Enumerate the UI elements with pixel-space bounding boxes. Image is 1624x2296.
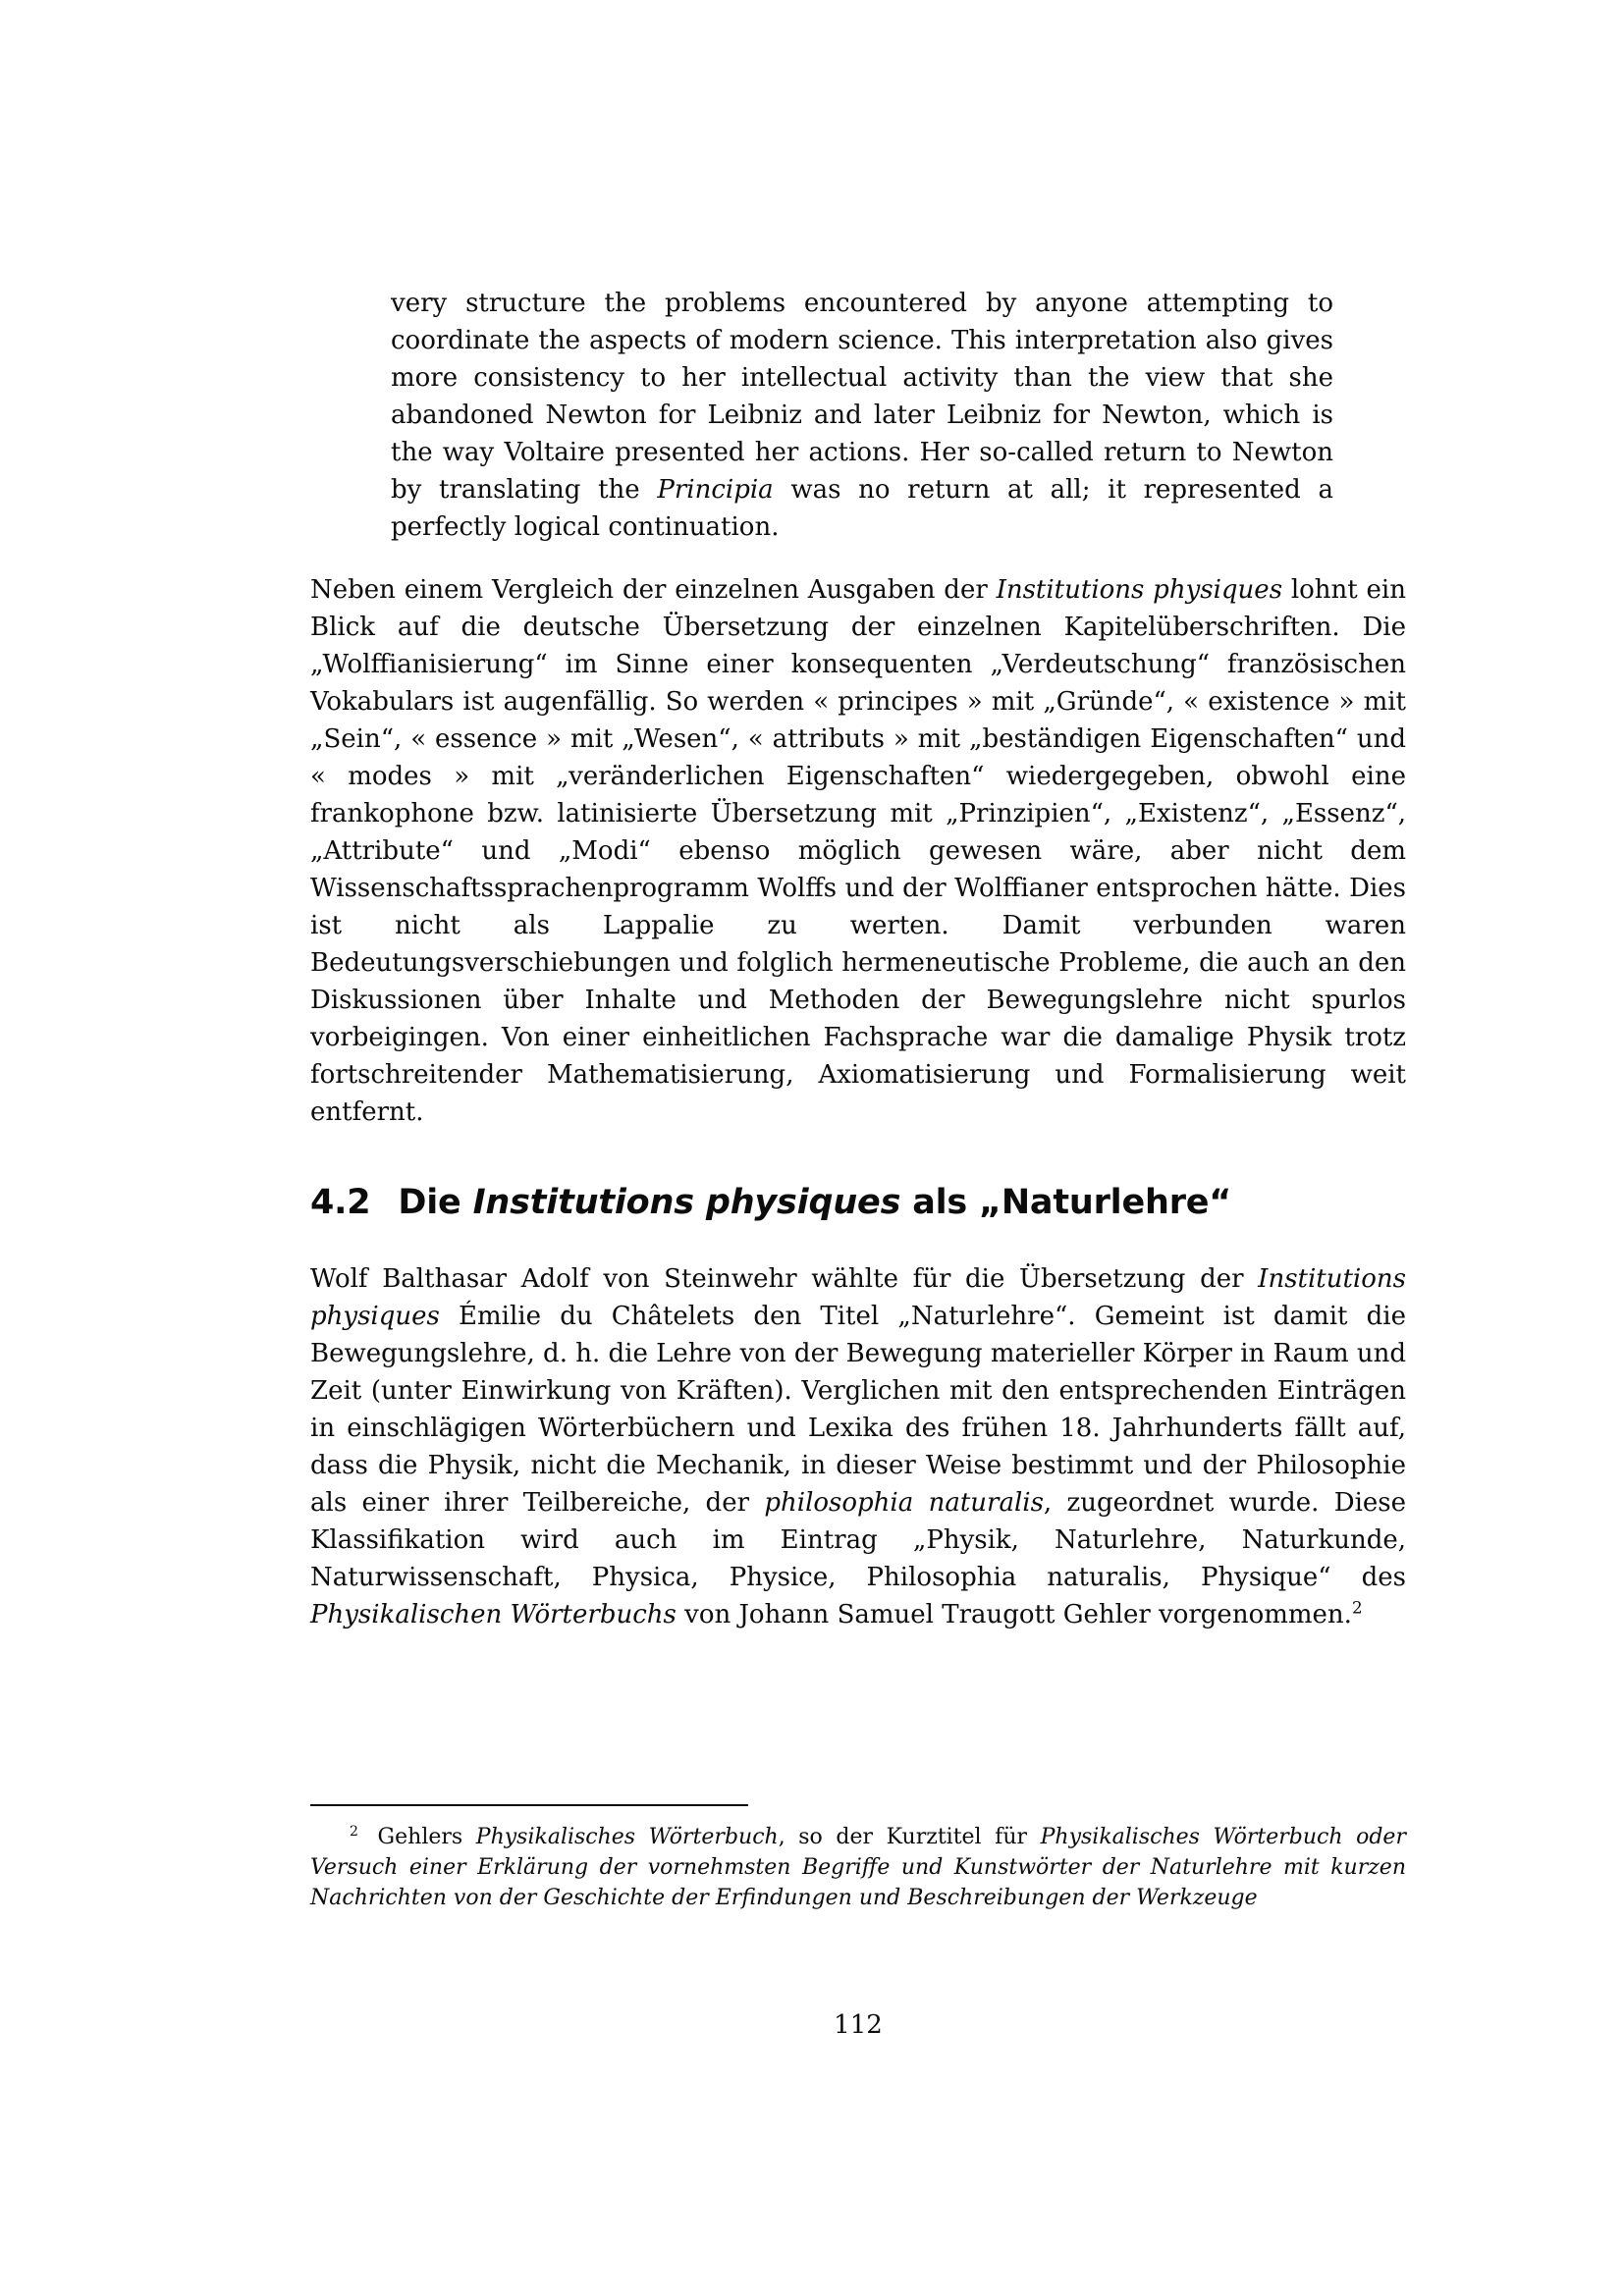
footnote-area [310, 1804, 1406, 1913]
paragraph-2: Wolf Balthasar Adolf von Steinwehr wählte für die Übersetzung der Institutions physiques Émilie du Châtelets den Titel „Naturlehre“. Gemeint ist damit die Bewegungslehre, d. h. die Lehre von der Bewegung materieller Körper in Raum und Zeit (unter Einwirkung von Kräften). Verglichen mit den entsprechenden Einträgen in einschlägigen Wörterbüchern und Lexika des frühen 18. Jahrhunderts fällt auf, dass die Physik, nicht die Mechanik, in dieser Weise bestimmt und der Philosophie als einer ihrer Teilbereiche, der philosophia naturalis, zugeordnet wurde. Diese Klassifikation wird auch im Eintrag „Physik, Naturlehre, Naturkunde, Naturwissenschaft, Physica, Physice, Philosophia naturalis, Physique“ des Physikalischen Wörterbuchs von Johann Samuel Traugott Gehler vorgenommen.$^2$ [310, 1264, 1406, 1629]
section-title: Die Institutions physiques als „Naturlehre“ [398, 1183, 1232, 1222]
section-heading [310, 1182, 1406, 1223]
page-number: 112 [834, 2010, 883, 2040]
section-number: 4.2 [310, 1183, 371, 1222]
text-column [310, 285, 1406, 1633]
footnote: $^2$ Gehlers Physikalisches Wörterbuch, so der Kurztitel für Physikalisches Wörterbuch oder Versuch einer Erklärung der vornehmsten Begriffe und Kunstwörter der Naturlehre mit kurzen Nachrichten von der Geschichte der Erfindungen und Beschreibungen der Werkzeuge [310, 1823, 1406, 1910]
block-quote: very structure the problems encountered by anyone attempting to coordinate the aspects of modern science. This interpretation also gives more consistency to her intellectual activity than the view that she abandoned Newton for Leibniz and later Leibniz for Newton, which is the way Voltaire presented her actions. Her so-called return to Newton by translating the Principia was no return at all; it represented a perfectly logical continuation. [391, 289, 1333, 542]
paragraph-1: Neben einem Vergleich der einzelnen Ausgaben der Institutions physiques lohnt ein Blick auf die deutsche Übersetzung der einzelnen Kapitelüberschriften. Die „Wolffianisierung“ im Sinne einer konsequenten „Verdeutschung“ französischen Vokabulars ist augenfällig. So werden « principes » mit „Gründe“, « existence » mit „Sein“, « essence » mit „Wesen“, « attributs » mit „beständigen Eigenschaften“ und « modes » mit „veränderlichen Eigenschaften“ wiedergegeben, obwohl eine frankophone bzw. latinisierte Übersetzung mit „Prinzipien“, „Existenz“, „Essenz“, „Attribute“ und „Modi“ ebenso möglich gewesen wäre, aber nicht dem Wissenschaftssprachenprogramm Wolffs und der Wolffianer entsprochen hätte. Dies ist nicht als Lappalie zu werten. Damit verbunden waren Bedeutungsverschiebungen und folglich hermeneutische Probleme, die auch an den Diskussionen über Inhalte und Methoden der Bewegungslehre nicht spurlos vorbeigingen. Von einer einheitlichen Fachsprache war die damalige Physik trotz fortschreitender Mathematisierung, Axiomatisierung und Formalisierung weit entfernt. [310, 575, 1406, 1127]
footnote-rule [310, 1804, 748, 1806]
